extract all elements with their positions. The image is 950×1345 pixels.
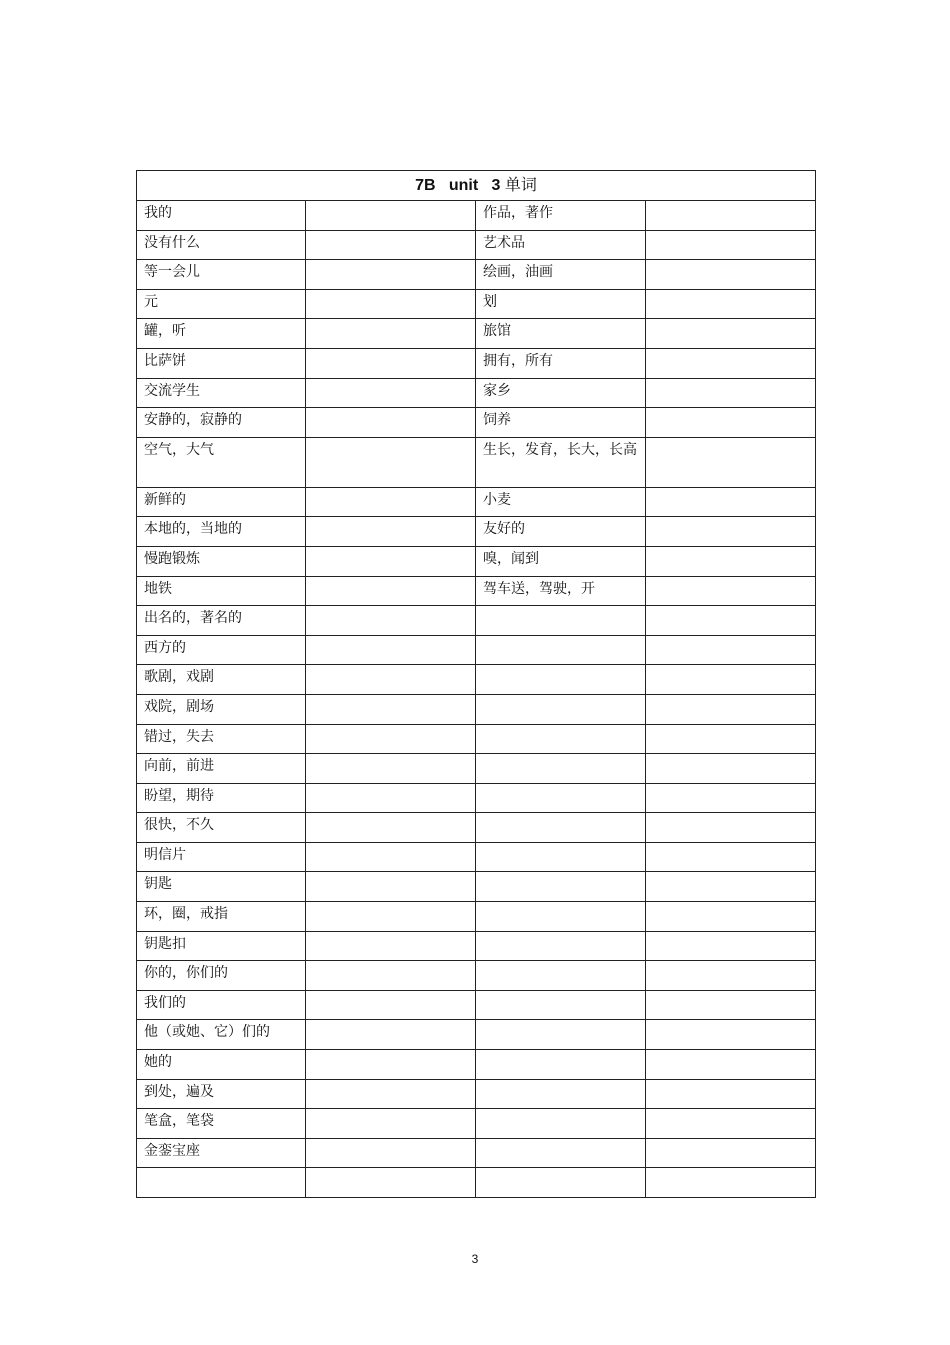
chinese-term-right (476, 1050, 646, 1080)
answer-cell-right[interactable] (646, 606, 816, 636)
table-row (137, 665, 816, 695)
chinese-term-right: 拥有，所有 (476, 348, 646, 378)
table-row (137, 754, 816, 784)
chinese-term-right (476, 783, 646, 813)
answer-cell-right[interactable] (646, 1050, 816, 1080)
chinese-term-left: 环，圈，戒指 (137, 902, 306, 932)
chinese-term-right (476, 931, 646, 961)
answer-cell-right[interactable] (646, 408, 816, 438)
chinese-term-right: 划 (476, 289, 646, 319)
table-row (137, 842, 816, 872)
chinese-term-right (476, 724, 646, 754)
answer-cell-right[interactable] (646, 635, 816, 665)
table-row (137, 1138, 816, 1168)
chinese-term-left: 慢跑锻炼 (137, 546, 306, 576)
chinese-term-left: 我的 (137, 201, 306, 231)
chinese-term-right (476, 754, 646, 784)
chinese-term-left: 盼望，期待 (137, 783, 306, 813)
table-row (137, 961, 816, 991)
answer-cell-right[interactable] (646, 665, 816, 695)
answer-cell-right[interactable] (646, 842, 816, 872)
answer-cell-right[interactable] (646, 931, 816, 961)
answer-cell-right[interactable] (646, 961, 816, 991)
table-row (137, 230, 816, 260)
chinese-term-left: 本地的，当地的 (137, 517, 306, 547)
chinese-term-right (476, 872, 646, 902)
page-number: 3 (471, 1252, 479, 1266)
table-row (137, 872, 816, 902)
answer-cell-left[interactable] (306, 990, 476, 1020)
answer-cell-right[interactable] (646, 694, 816, 724)
chinese-term-right: 艺术品 (476, 230, 646, 260)
answer-cell-right[interactable] (646, 319, 816, 349)
answer-cell-left[interactable] (306, 872, 476, 902)
chinese-term-right (476, 1168, 646, 1198)
chinese-term-left: 空气，大气 (137, 437, 306, 487)
chinese-term-right: 小麦 (476, 487, 646, 517)
title-label: 单词 (504, 176, 537, 194)
chinese-term-left: 罐，听 (137, 319, 306, 349)
table-row (137, 487, 816, 517)
answer-cell-right[interactable] (646, 1020, 816, 1050)
answer-cell-left[interactable] (306, 348, 476, 378)
answer-cell-right[interactable] (646, 230, 816, 260)
table-row (137, 990, 816, 1020)
table-row (137, 319, 816, 349)
table-row (137, 546, 816, 576)
answer-cell-right[interactable] (646, 546, 816, 576)
chinese-term-right: 友好的 (476, 517, 646, 547)
chinese-term-right (476, 665, 646, 695)
table-row (137, 931, 816, 961)
table-row (137, 606, 816, 636)
chinese-term-left: 钥匙扣 (137, 931, 306, 961)
table-row (137, 289, 816, 319)
chinese-term-left: 明信片 (137, 842, 306, 872)
table-row (137, 902, 816, 932)
answer-cell-left[interactable] (306, 260, 476, 290)
answer-cell-left[interactable] (306, 665, 476, 695)
answer-cell-left[interactable] (306, 842, 476, 872)
answer-cell-left[interactable] (306, 813, 476, 843)
answer-cell-left[interactable] (306, 1050, 476, 1080)
chinese-term-left: 没有什么 (137, 230, 306, 260)
table-row (137, 783, 816, 813)
answer-cell-right[interactable] (646, 289, 816, 319)
answer-cell-right[interactable] (646, 1079, 816, 1109)
chinese-term-right (476, 990, 646, 1020)
chinese-term-right: 家乡 (476, 378, 646, 408)
answer-cell-right[interactable] (646, 348, 816, 378)
chinese-term-left: 比萨饼 (137, 348, 306, 378)
answer-cell-left[interactable] (306, 902, 476, 932)
answer-cell-left[interactable] (306, 201, 476, 231)
chinese-term-right: 作品，著作 (476, 201, 646, 231)
answer-cell-left[interactable] (306, 408, 476, 438)
table-row (137, 635, 816, 665)
answer-cell-left[interactable] (306, 1138, 476, 1168)
chinese-term-right: 饲养 (476, 408, 646, 438)
chinese-term-left: 我们的 (137, 990, 306, 1020)
answer-cell-left[interactable] (306, 1168, 476, 1198)
answer-cell-left[interactable] (306, 961, 476, 991)
chinese-term-right: 绘画，油画 (476, 260, 646, 290)
chinese-term-left: 金銮宝座 (137, 1138, 306, 1168)
answer-cell-right[interactable] (646, 1168, 816, 1198)
chinese-term-left: 地铁 (137, 576, 306, 606)
answer-cell-left[interactable] (306, 437, 476, 487)
chinese-term-left: 你的，你们的 (137, 961, 306, 991)
answer-cell-right[interactable] (646, 378, 816, 408)
chinese-term-left: 很快，不久 (137, 813, 306, 843)
answer-cell-left[interactable] (306, 1079, 476, 1109)
chinese-term-right: 生长，发育，长大，长高 (476, 437, 646, 487)
table-row (137, 1168, 816, 1198)
chinese-term-left: 安静的，寂静的 (137, 408, 306, 438)
chinese-term-left: 笔盒，笔袋 (137, 1109, 306, 1139)
answer-cell-right[interactable] (646, 1138, 816, 1168)
table-row (137, 813, 816, 843)
answer-cell-left[interactable] (306, 1020, 476, 1050)
chinese-term-right (476, 1079, 646, 1109)
table-row (137, 348, 816, 378)
table-row (137, 576, 816, 606)
chinese-term-left: 戏院，剧场 (137, 694, 306, 724)
table-row (137, 1020, 816, 1050)
answer-cell-left[interactable] (306, 783, 476, 813)
table-row (137, 1109, 816, 1139)
title-unit: 7B unit 3 (415, 176, 501, 194)
answer-cell-right[interactable] (646, 902, 816, 932)
chinese-term-right (476, 1138, 646, 1168)
table-row (137, 201, 816, 231)
chinese-term-right (476, 842, 646, 872)
answer-cell-left[interactable] (306, 606, 476, 636)
chinese-term-right (476, 694, 646, 724)
answer-cell-left[interactable] (306, 546, 476, 576)
chinese-term-left: 等一会儿 (137, 260, 306, 290)
answer-cell-right[interactable] (646, 754, 816, 784)
answer-cell-left[interactable] (306, 517, 476, 547)
chinese-term-left: 新鲜的 (137, 487, 306, 517)
table-row (137, 517, 816, 547)
answer-cell-left[interactable] (306, 931, 476, 961)
answer-cell-right[interactable] (646, 783, 816, 813)
vocabulary-table (136, 170, 816, 1198)
chinese-term-left: 他（或她、它）们的 (137, 1020, 306, 1050)
chinese-term-right (476, 1020, 646, 1050)
table-row (137, 1050, 816, 1080)
chinese-term-left (137, 1168, 306, 1198)
chinese-term-left: 歌剧，戏剧 (137, 665, 306, 695)
chinese-term-right: 驾车送，驾驶，开 (476, 576, 646, 606)
answer-cell-left[interactable] (306, 635, 476, 665)
table-title (137, 171, 816, 201)
chinese-term-right (476, 961, 646, 991)
table-row (137, 694, 816, 724)
chinese-term-right (476, 635, 646, 665)
chinese-term-right (476, 902, 646, 932)
chinese-term-left: 钥匙 (137, 872, 306, 902)
title-row (137, 171, 816, 201)
answer-cell-left[interactable] (306, 694, 476, 724)
answer-cell-right[interactable] (646, 872, 816, 902)
table-row (137, 724, 816, 754)
answer-cell-left[interactable] (306, 487, 476, 517)
chinese-term-right (476, 606, 646, 636)
answer-cell-left[interactable] (306, 724, 476, 754)
answer-cell-right[interactable] (646, 487, 816, 517)
answer-cell-right[interactable] (646, 576, 816, 606)
table-row (137, 1079, 816, 1109)
answer-cell-left[interactable] (306, 576, 476, 606)
answer-cell-right[interactable] (646, 1109, 816, 1139)
chinese-term-left: 向前，前进 (137, 754, 306, 784)
chinese-term-left: 交流学生 (137, 378, 306, 408)
answer-cell-left[interactable] (306, 319, 476, 349)
answer-cell-left[interactable] (306, 378, 476, 408)
answer-cell-left[interactable] (306, 289, 476, 319)
answer-cell-right[interactable] (646, 260, 816, 290)
chinese-term-right (476, 813, 646, 843)
table-row (137, 408, 816, 438)
chinese-term-left: 出名的，著名的 (137, 606, 306, 636)
answer-cell-right[interactable] (646, 201, 816, 231)
chinese-term-left: 她的 (137, 1050, 306, 1080)
answer-cell-right[interactable] (646, 437, 816, 487)
chinese-term-left: 西方的 (137, 635, 306, 665)
answer-cell-right[interactable] (646, 517, 816, 547)
chinese-term-left: 错过，失去 (137, 724, 306, 754)
table-row (137, 378, 816, 408)
chinese-term-right (476, 1109, 646, 1139)
chinese-term-right: 嗅，闻到 (476, 546, 646, 576)
table-row (137, 260, 816, 290)
answer-cell-right[interactable] (646, 990, 816, 1020)
answer-cell-right[interactable] (646, 813, 816, 843)
table-row (137, 437, 816, 487)
answer-cell-left[interactable] (306, 1109, 476, 1139)
answer-cell-left[interactable] (306, 230, 476, 260)
answer-cell-left[interactable] (306, 754, 476, 784)
chinese-term-left: 到处，遍及 (137, 1079, 306, 1109)
chinese-term-left: 元 (137, 289, 306, 319)
answer-cell-right[interactable] (646, 724, 816, 754)
chinese-term-right: 旅馆 (476, 319, 646, 349)
